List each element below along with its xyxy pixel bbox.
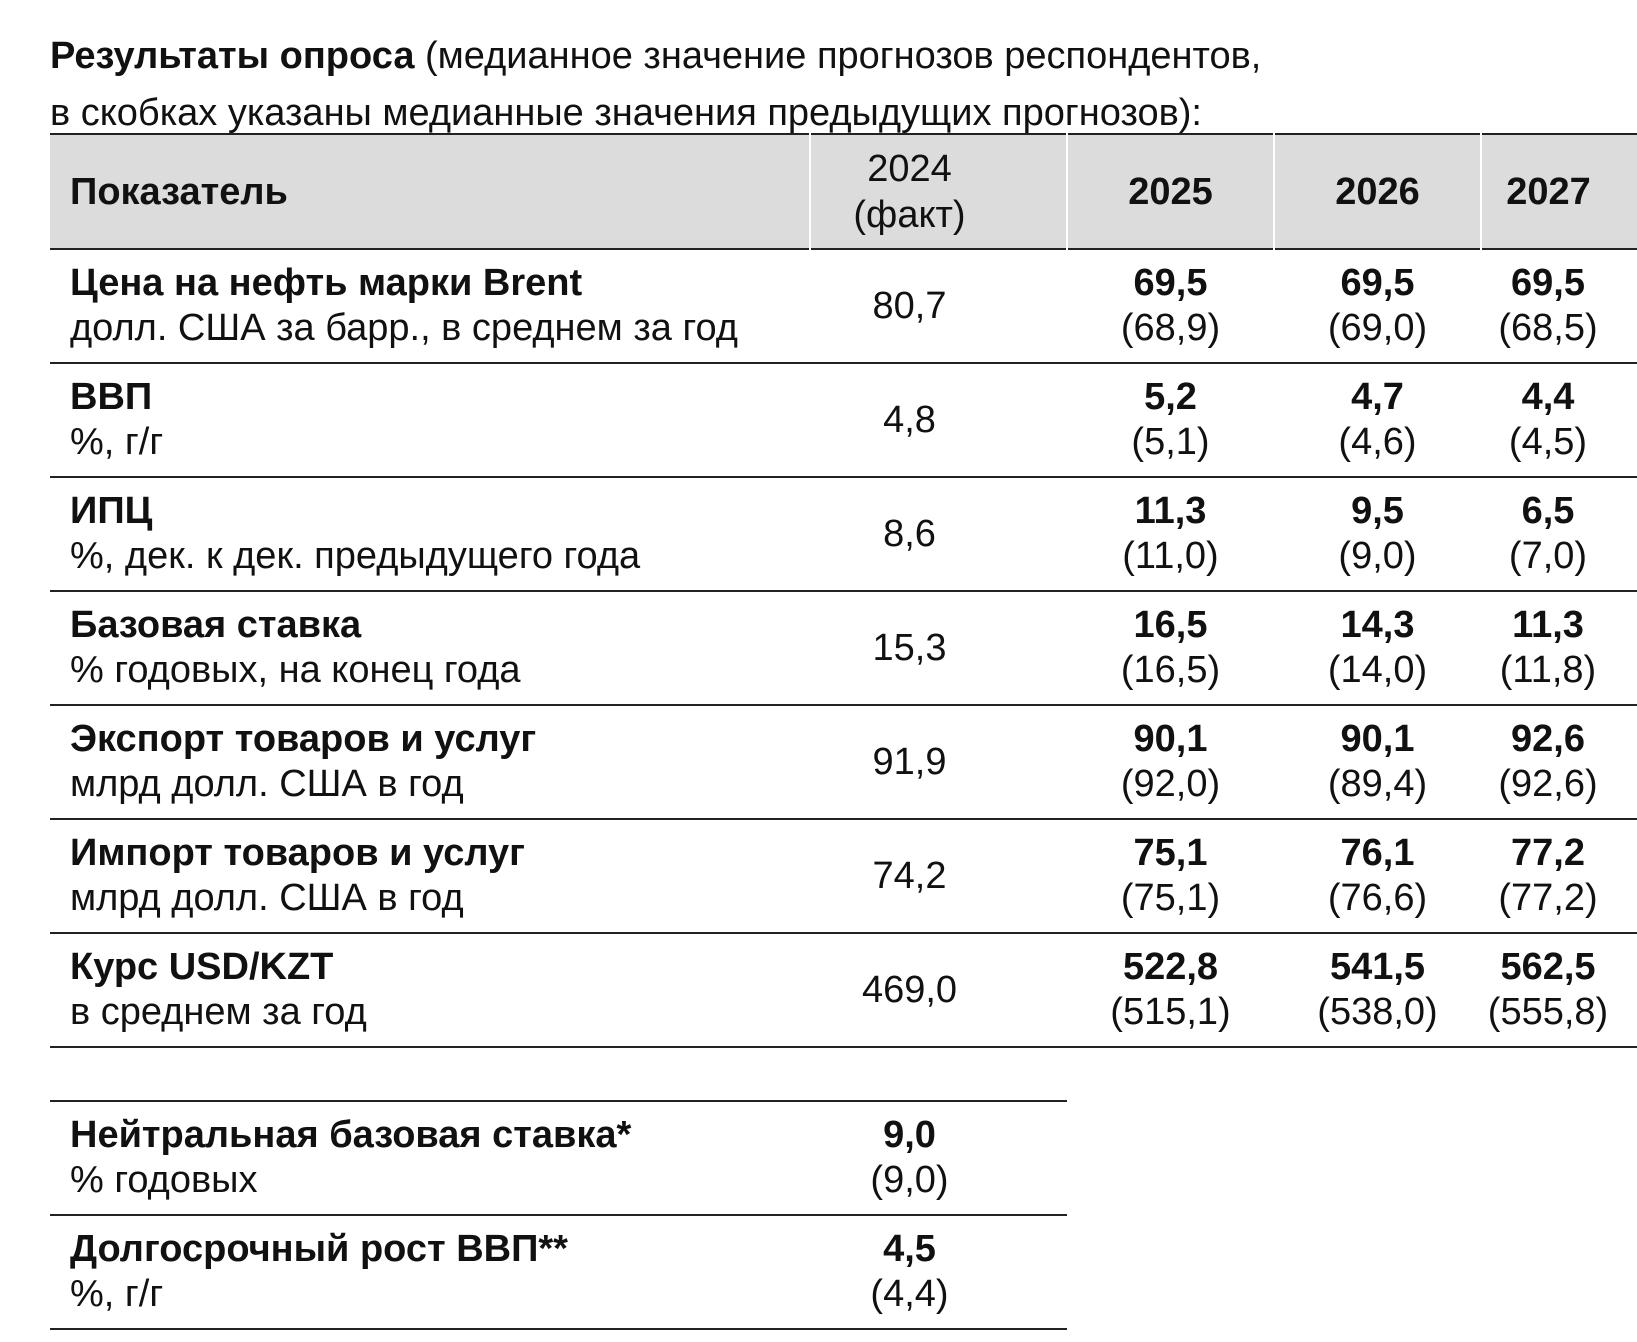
fact-value: 80,7: [872, 284, 947, 327]
previous-forecast: (92,0): [1120, 763, 1221, 805]
forecast-value: 14,3: [1340, 604, 1415, 646]
caption-line2: в скобках указаны медианные значения предыдущих прогнозов):: [50, 92, 1202, 134]
forecast-value: 4,7: [1351, 376, 1404, 418]
table-header-row: [50, 134, 1637, 249]
indicator-name: Импорт товаров и услуг: [70, 832, 525, 874]
table-row: [50, 1101, 1067, 1215]
indicator-name: Нейтральная базовая ставка*: [70, 1114, 632, 1156]
forecast-cell: [1481, 933, 1637, 1047]
header-year-2025: 2025: [1067, 134, 1274, 249]
indicator-cell: [50, 1215, 810, 1329]
previous-forecast: (76,6): [1327, 877, 1428, 919]
indicator-cell: [50, 477, 810, 591]
table-caption: [50, 28, 1610, 142]
forecast-value: 4,4: [1521, 376, 1575, 418]
forecast-value: 4,5: [883, 1228, 936, 1270]
table-row: [50, 591, 1637, 705]
forecast-cell: [1274, 591, 1481, 705]
forecast-cell: [810, 1215, 1067, 1329]
forecast-value: 11,3: [1134, 490, 1207, 532]
forecast-value: 9,0: [883, 1114, 936, 1156]
previous-forecast: (9,0): [870, 1159, 949, 1201]
fact-value: 91,9: [872, 740, 947, 783]
forecast-cell: [1067, 933, 1274, 1047]
indicator-cell: [50, 591, 810, 705]
forecast-cell: [1067, 363, 1274, 477]
indicator-unit: %, г/г: [70, 421, 164, 463]
forecast-cell: [1481, 249, 1637, 363]
header-2024-fact-label: (факт): [853, 193, 966, 236]
fact-value: 4,8: [883, 398, 936, 441]
forecast-cell: [1481, 477, 1637, 591]
indicator-name: Долгосрочный рост ВВП**: [70, 1228, 568, 1270]
header-2024-year: 2024: [867, 147, 952, 190]
previous-forecast: (68,5): [1498, 307, 1598, 349]
previous-forecast: (16,5): [1120, 649, 1221, 691]
indicator-cell: [50, 249, 810, 363]
forecast-value: 69,5: [1340, 262, 1415, 304]
indicator-unit: в среднем за год: [70, 991, 367, 1033]
forecast-value: 541,5: [1329, 946, 1426, 988]
table-row: [50, 933, 1637, 1047]
indicator-name: Цена на нефть марки Brent: [70, 262, 583, 304]
indicator-unit: %, г/г: [70, 1273, 164, 1315]
indicator-cell: [50, 363, 810, 477]
header-year-2027: 2027: [1481, 134, 1637, 249]
fact-value: 15,3: [872, 626, 947, 669]
forecast-cell: [1067, 819, 1274, 933]
previous-forecast: (77,2): [1498, 877, 1598, 919]
indicator-name: Базовая ставка: [70, 604, 362, 646]
forecast-cell: [1067, 705, 1274, 819]
forecast-value: 9,5: [1351, 490, 1404, 532]
forecast-value: 90,1: [1133, 718, 1208, 760]
indicator-cell: [50, 705, 810, 819]
indicator-name: Курс USD/KZT: [70, 946, 334, 988]
previous-forecast: (68,9): [1120, 307, 1221, 349]
caption-title: Результаты опроса: [50, 35, 415, 77]
long-term-table: [50, 1100, 1067, 1330]
forecast-cell: [1274, 477, 1481, 591]
header-year-2026: 2026: [1274, 134, 1481, 249]
indicator-unit: млрд долл. США в год: [70, 877, 464, 919]
forecast-cell: [1067, 249, 1274, 363]
indicator-name: Экспорт товаров и услуг: [70, 718, 537, 760]
forecast-value: 6,5: [1521, 490, 1575, 532]
indicator-unit: % годовых: [70, 1159, 258, 1201]
indicator-cell: [50, 933, 810, 1047]
forecast-value: 522,8: [1122, 946, 1219, 988]
indicator-unit: млрд долл. США в год: [70, 763, 464, 805]
indicator-name: ВВП: [70, 376, 153, 418]
forecast-cell: [1481, 591, 1637, 705]
forecast-value: 76,1: [1340, 832, 1415, 874]
fact-value: 8,6: [883, 512, 936, 555]
forecast-value: 69,5: [1511, 262, 1585, 304]
forecast-value: 75,1: [1133, 832, 1208, 874]
previous-forecast: (7,0): [1508, 535, 1588, 577]
previous-forecast: (92,6): [1498, 763, 1598, 805]
previous-forecast: (14,0): [1327, 649, 1428, 691]
forecast-cell: [1481, 819, 1637, 933]
indicator-unit: % годовых, на конец года: [70, 649, 521, 691]
forecast-value: 90,1: [1340, 718, 1415, 760]
forecast-value: 69,5: [1133, 262, 1208, 304]
previous-forecast: (515,1): [1110, 991, 1231, 1033]
forecast-cell: [1274, 933, 1481, 1047]
survey-table: [50, 133, 1637, 1048]
forecast-cell: [1274, 705, 1481, 819]
previous-forecast: (69,0): [1327, 307, 1428, 349]
forecast-cell: [1067, 591, 1274, 705]
forecast-value: 77,2: [1511, 832, 1585, 874]
forecast-cell: [1274, 819, 1481, 933]
forecast-value: 5,2: [1144, 376, 1197, 418]
header-2024-fact: [810, 134, 1067, 249]
previous-forecast: (11,0): [1122, 535, 1219, 577]
indicator-cell: [50, 1101, 810, 1215]
forecast-value: 92,6: [1511, 718, 1585, 760]
previous-forecast: (5,1): [1131, 421, 1210, 463]
indicator-cell: [50, 819, 810, 933]
forecast-cell: [810, 1101, 1067, 1215]
header-indicator: Показатель: [50, 134, 810, 249]
previous-forecast: (11,8): [1499, 649, 1597, 691]
forecast-cell: [1481, 363, 1637, 477]
table-row: [50, 363, 1637, 477]
forecast-value: 16,5: [1133, 604, 1208, 646]
caption-line1-rest: (медианное значение прогнозов респондентов,: [414, 35, 1262, 77]
forecast-cell: [1274, 249, 1481, 363]
forecast-cell: [1067, 477, 1274, 591]
previous-forecast: (4,5): [1508, 421, 1588, 463]
fact-value: 469,0: [861, 968, 958, 1011]
forecast-value: 562,5: [1500, 946, 1596, 988]
indicator-unit: долл. США за барр., в среднем за год: [70, 307, 738, 349]
table-row: [50, 477, 1637, 591]
forecast-cell: [1274, 363, 1481, 477]
previous-forecast: (9,0): [1338, 535, 1417, 577]
forecast-cell: [1481, 705, 1637, 819]
previous-forecast: (555,8): [1487, 991, 1609, 1033]
previous-forecast: (4,6): [1338, 421, 1417, 463]
fact-value: 74,2: [872, 854, 947, 897]
table-row: [50, 1215, 1067, 1329]
previous-forecast: (75,1): [1120, 877, 1221, 919]
forecast-value: 11,3: [1512, 604, 1584, 646]
table-row: [50, 249, 1637, 363]
previous-forecast: (538,0): [1317, 991, 1438, 1033]
indicator-name: ИПЦ: [70, 490, 153, 532]
previous-forecast: (4,4): [870, 1273, 949, 1315]
table-row: [50, 705, 1637, 819]
previous-forecast: (89,4): [1327, 763, 1428, 805]
table-row: [50, 819, 1637, 933]
indicator-unit: %, дек. к дек. предыдущего года: [70, 535, 641, 577]
